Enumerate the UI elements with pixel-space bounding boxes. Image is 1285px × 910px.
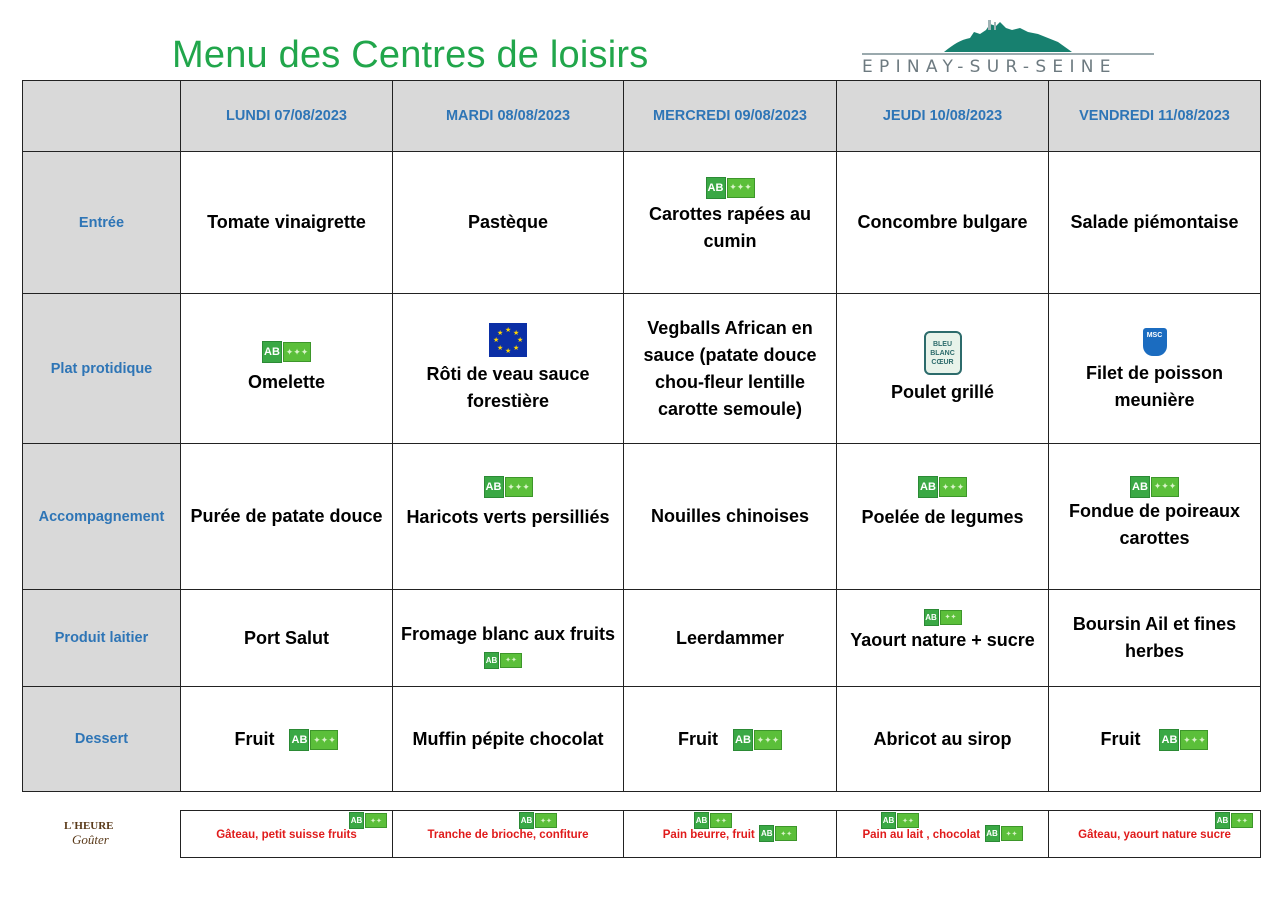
dish-name: Salade piémontaise: [1070, 212, 1239, 232]
dish-name: Nouilles chinoises: [650, 506, 810, 526]
menu-cell: [393, 152, 624, 294]
dish-name: Fromage blanc aux fruits: [400, 623, 616, 644]
logo-text: EPINAY-SUR-SEINE: [862, 57, 1117, 77]
organic-ab-icon: AB ✦✦: [349, 812, 387, 829]
bleu-blanc-coeur-icon: BLEU BLANC CŒUR: [924, 331, 962, 375]
logo-divider: [862, 53, 1154, 55]
gouter-item: Pain beurre, fruit: [662, 829, 755, 841]
dish-name: Fruit: [234, 728, 275, 749]
dish-name: Pastèque: [467, 212, 549, 232]
menu-cell: [181, 294, 393, 444]
menu-cell: [393, 444, 624, 590]
menu-cell: [837, 444, 1049, 590]
page-title: Menu des Centres de loisirs: [172, 34, 649, 76]
dish-name: Filet de poisson meunière: [1085, 362, 1223, 410]
dish-name: Fruit: [678, 728, 719, 749]
organic-ab-icon: AB ✦✦: [985, 825, 1023, 842]
organic-ab-icon: AB ✦✦: [881, 812, 919, 829]
dish-name: Purée de patate douce: [190, 506, 383, 526]
menu-cell: [1049, 687, 1261, 792]
menu-cell: [624, 294, 837, 444]
menu-cell: [1049, 152, 1261, 294]
gouter-cell: [1049, 811, 1261, 858]
menu-cell: [837, 294, 1049, 444]
gouter-item: Gâteau, yaourt nature sucre: [1078, 829, 1231, 841]
menu-table: [22, 80, 1261, 792]
row-entree: [23, 152, 1261, 294]
row-accompagnement: [23, 444, 1261, 590]
menu-cell: [181, 444, 393, 590]
organic-ab-icon: AB ✦✦: [694, 812, 732, 829]
city-skyline-icon: [862, 20, 1162, 54]
menu-cell: [181, 687, 393, 792]
menu-cell: [181, 590, 393, 687]
organic-ab-icon: AB ✦✦✦: [1130, 476, 1179, 498]
dish-name: Boursin Ail et fines herbes: [1072, 614, 1237, 661]
dish-name: Poulet grillé: [890, 382, 995, 402]
day-header: VENDREDI 11/08/2023: [1049, 81, 1261, 152]
gouter-logo-line1: L'HEURE: [64, 820, 114, 832]
category-label: Produit laitier: [23, 590, 181, 687]
gouter-cell: [837, 811, 1049, 858]
dish-name: Leerdammer: [675, 627, 785, 648]
organic-ab-icon: AB ✦✦: [519, 812, 557, 829]
dish-name: Muffin pépite chocolat: [412, 728, 604, 749]
menu-cell: [624, 444, 837, 590]
dish-name: Concombre bulgare: [857, 212, 1028, 232]
menu-cell: [1049, 294, 1261, 444]
gouter-cell: [181, 811, 393, 858]
gouter-logo-line2: Goûter: [72, 832, 109, 847]
day-header: JEUDI 10/08/2023: [837, 81, 1049, 152]
gouter-item: Gâteau, petit suisse fruits: [216, 829, 357, 841]
eu-flag-icon: ★ ★ ★ ★ ★ ★ ★ ★: [489, 323, 527, 357]
menu-cell: [624, 152, 837, 294]
dish-name: Tomate vinaigrette: [207, 212, 366, 232]
row-dessert: [23, 687, 1261, 792]
dish-name: Yaourt nature + sucre: [850, 629, 1035, 650]
organic-ab-icon: AB ✦✦✦: [289, 729, 338, 751]
dish-name: Abricot au sirop: [873, 728, 1012, 749]
menu-cell: [393, 687, 624, 792]
gouter-item: Pain au lait , chocolat: [862, 829, 981, 841]
epinay-logo: [862, 20, 1162, 80]
menu-cell: [393, 294, 624, 444]
day-header: MARDI 08/08/2023: [393, 81, 624, 152]
organic-ab-icon: AB ✦✦: [1215, 812, 1253, 829]
dish-name: Haricots verts persilliés: [406, 507, 610, 527]
organic-ab-icon: AB ✦✦✦: [484, 476, 533, 498]
menu-cell: [624, 590, 837, 687]
category-label: Entrée: [23, 152, 181, 294]
row-plat: [23, 294, 1261, 444]
menu-cell: [393, 590, 624, 687]
gouter-cell: [393, 811, 624, 858]
organic-ab-icon: AB ✦✦✦: [706, 177, 755, 199]
organic-ab-icon: AB ✦✦✦: [733, 729, 782, 751]
dish-name: Omelette: [247, 372, 326, 392]
organic-ab-icon: AB ✦✦✦: [918, 476, 967, 498]
organic-ab-icon: AB ✦✦: [924, 609, 962, 626]
day-header: LUNDI 07/08/2023: [181, 81, 393, 152]
dish-name: Fondue de poireaux carottes: [1068, 500, 1241, 548]
heure-du-gouter-logo: [64, 820, 130, 854]
gouter-cell: [624, 811, 837, 858]
organic-ab-icon: AB ✦✦: [484, 652, 522, 669]
gouter-table: [180, 810, 1261, 858]
corner-cell: [23, 81, 181, 152]
menu-cell: [837, 152, 1049, 294]
msc-label-icon: MSC: [1143, 328, 1167, 356]
category-label: Plat protidique: [23, 294, 181, 444]
organic-ab-icon: AB ✦✦✦: [1159, 729, 1208, 751]
menu-cell: [1049, 444, 1261, 590]
menu-cell: [837, 687, 1049, 792]
menu-cell: [837, 590, 1049, 687]
organic-ab-icon: AB ✦✦: [759, 825, 797, 842]
dish-name: Rôti de veau sauce forestière: [426, 363, 590, 411]
menu-cell: [624, 687, 837, 792]
menu-cell: [1049, 590, 1261, 687]
category-label: Dessert: [23, 687, 181, 792]
gouter-row: [181, 811, 1261, 858]
menu-cell: [181, 152, 393, 294]
dish-name: Carottes rapées au cumin: [648, 203, 812, 251]
gouter-item: Tranche de brioche, confiture: [427, 829, 589, 841]
row-produit-laitier: [23, 590, 1261, 687]
dish-name: Port Salut: [243, 627, 329, 648]
dish-name: Vegballs African en sauce (patate douce chou-fleur lentille carotte semoule): [643, 317, 817, 419]
dish-name: Fruit: [1100, 728, 1141, 749]
header-row: [23, 81, 1261, 152]
day-header: MERCREDI 09/08/2023: [624, 81, 837, 152]
category-label: Accompagnement: [23, 444, 181, 590]
dish-name: Poelée de legumes: [861, 507, 1024, 527]
organic-ab-icon: AB ✦✦✦: [262, 341, 311, 363]
